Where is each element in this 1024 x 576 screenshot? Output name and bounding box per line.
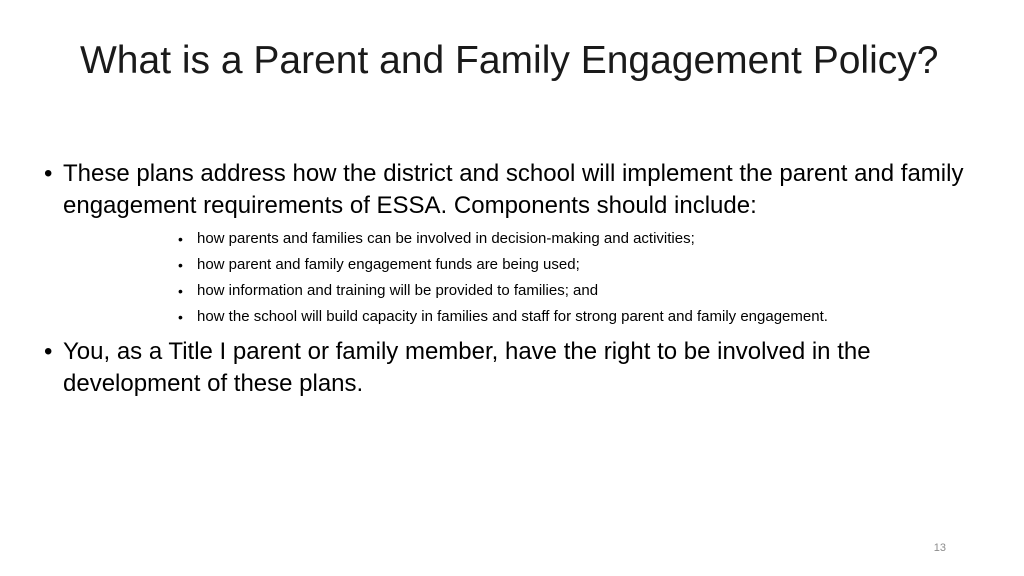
bullet-item — [44, 158, 1004, 330]
sub-bullet-text: how parents and families can be involved in decision-making and activities; — [197, 230, 695, 247]
sub-bullet-item — [178, 304, 1004, 330]
sub-bullet-text: how information and training will be provided to families; and — [197, 282, 599, 299]
sub-bullet-list — [63, 226, 1004, 330]
sub-bullet-marker: • — [178, 283, 183, 299]
slide-title: What is a Parent and Family Engagement Policy? — [80, 39, 939, 82]
sub-bullet-item — [178, 226, 1004, 252]
sub-bullet-item — [178, 252, 1004, 278]
sub-bullet-item — [178, 278, 1004, 304]
sub-bullet-text: how parent and family engagement funds are being used; — [197, 256, 580, 273]
sub-bullet-marker: • — [178, 309, 183, 325]
sub-bullet-marker: • — [178, 257, 183, 273]
bullet-marker: • — [44, 338, 53, 365]
bullet-list — [44, 158, 1004, 400]
bullet-text: You, as a Title I parent or family member, have the right to be involved in the development of these plans. — [63, 338, 871, 397]
bullet-text: These plans address how the district and school will implement the parent and family engagement requirements of ESSA. Components should include: — [63, 160, 964, 219]
page-number: 13 — [933, 542, 946, 554]
bullet-item — [44, 336, 1004, 400]
sub-bullet-marker: • — [178, 231, 183, 247]
bullet-marker: • — [44, 160, 53, 187]
sub-bullet-text: how the school will build capacity in families and staff for strong parent and family engagement. — [197, 308, 828, 325]
